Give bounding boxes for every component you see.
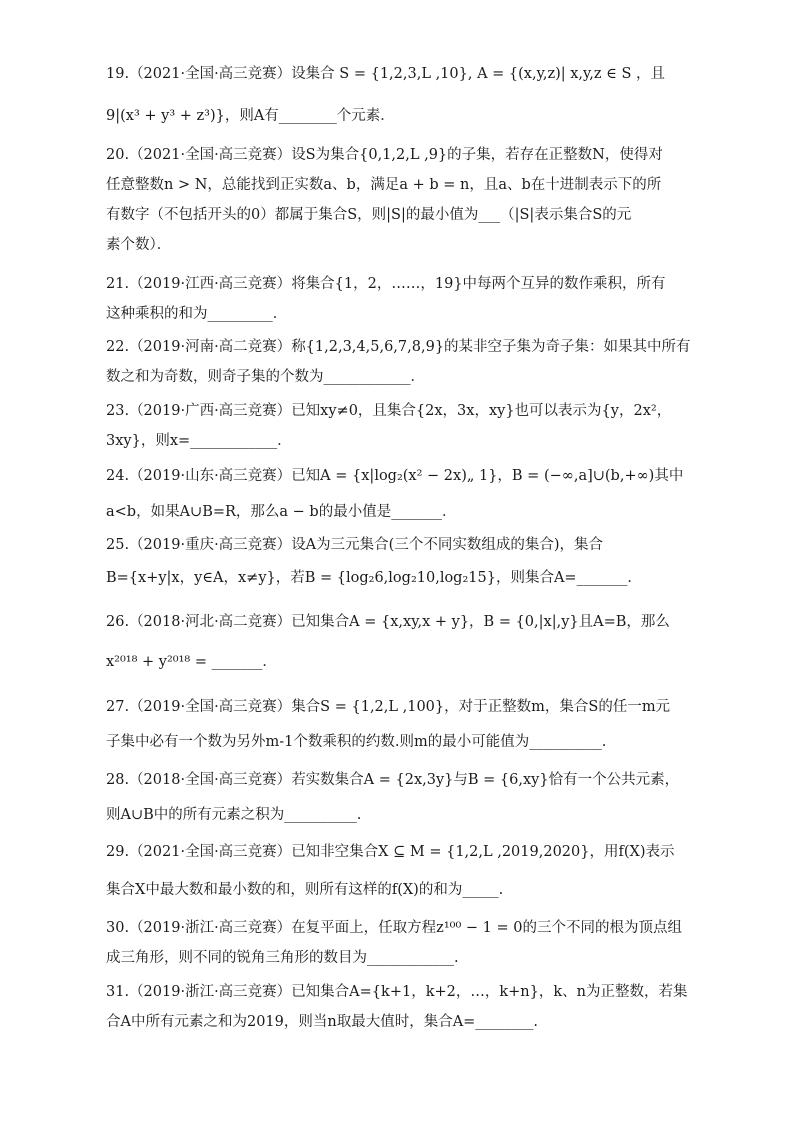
problem-text: 集合S = {1,2,L ,100}，对于正整数m，集合S的任一m元 — [291, 699, 671, 715]
problem-text: 设集合 S = {1,2,3,L ,10}, A = {(x,y,z)| x,y,z ∈ S ，且 — [291, 66, 666, 82]
problem-text: 设A为三元集合(三个不同实数组成的集合)，集合 — [291, 537, 603, 553]
problem-number: 30. — [106, 920, 130, 936]
problem-line: 这种乘积的和为_________． — [106, 306, 288, 322]
problem-number: 26. — [106, 614, 130, 630]
problem-line: 数之和为奇数，则奇子集的个数为____________． — [106, 369, 425, 385]
problem-line: x²⁰¹⁸ + y²⁰¹⁸ = _______． — [106, 654, 277, 670]
problem-source: （2019·全国·高三竞赛） — [129, 699, 292, 715]
problem-number: 23. — [106, 403, 130, 419]
problem-text: 已知A = {x|log₂(x² − 2x)„ 1}，B = (−∞,a]∪(b,+∞)其中 — [291, 468, 684, 484]
problem-line — [106, 612, 670, 632]
problem-source: （2021·全国·高三竞赛） — [129, 66, 292, 82]
problem-line: 9|(x³ + y³ + z³)}，则A有________个元素． — [106, 108, 395, 124]
problem-number: 21. — [106, 276, 130, 292]
problem-number: 22. — [106, 339, 130, 355]
problem-line — [106, 697, 670, 717]
problem-source: （2018·全国·高三竞赛） — [129, 772, 292, 788]
problem-number: 29. — [106, 844, 130, 860]
problem-line: 有数字（不包括开头的0）都属于集合S，则|S|的最小值为___（|S|表示集合S的元 — [106, 207, 632, 223]
problem-line — [106, 401, 671, 421]
problem-text: 已知非空集合X ⊆ M = {1,2,L ,2019,2020}，用f(X)表示 — [291, 844, 675, 860]
problem-number: 25. — [106, 537, 130, 553]
problem-text: 若实数集合A = {2x,3y}与B = {6,xy}恰有一个公共元素， — [291, 772, 680, 788]
problem-source: （2021·全国·高三竞赛） — [129, 844, 292, 860]
problem-source: （2019·浙江·高三竞赛） — [129, 920, 292, 936]
problem-text: 已知xy≠0，且集合{2x，3x，xy}也可以表示为{y，2x²， — [291, 403, 672, 419]
problem-number: 20. — [106, 147, 130, 163]
problem-source: （2019·江西·高三竞赛） — [129, 276, 292, 292]
problem-text: 设S为集合{0,1,2,L ,9}的子集，若存在正整数N，使得对 — [291, 147, 663, 163]
problem-source: （2019·山东·高三竞赛） — [129, 468, 292, 484]
problem-line: 则A∪B中的所有元素之积为__________. — [106, 807, 362, 823]
problem-line: 任意整数n > N，总能找到正实数a、b，满足a + b = n，且a、b在十进制表示下的所 — [106, 177, 662, 193]
problem-line: B={x+y|x，y∈A，x≠y}，若B = {log₂6,log₂10,log₂15}，则集合A=_______． — [106, 570, 642, 586]
problem-line — [106, 337, 691, 357]
problem-line — [106, 982, 687, 1002]
problem-line: 3xy}，则x=____________． — [106, 433, 292, 449]
problem-text: 将集合{1，2，……，19}中每两个互异的数作乘积，所有 — [291, 276, 666, 292]
problem-line: a<b，如果A∪B=R，那么a − b的最小值是_______． — [106, 504, 457, 520]
problem-text: 在复平面上，任取方程z¹⁰⁰ − 1 = 0的三个不同的根为顶点组 — [291, 920, 682, 936]
problem-line: 集合X中最大数和最小数的和，则所有这样的f(X)的和为_____. — [106, 882, 504, 898]
problem-number: 28. — [106, 772, 130, 788]
problem-line — [106, 535, 603, 555]
problem-source: （2018·河北·高二竞赛） — [129, 614, 292, 630]
problem-line — [106, 145, 663, 165]
problem-line — [106, 918, 682, 938]
problem-number: 24. — [106, 468, 130, 484]
problem-line — [106, 770, 679, 790]
problem-source: （2019·重庆·高三竞赛） — [129, 537, 292, 553]
problem-number: 31. — [106, 984, 130, 1000]
problem-line: 素个数）． — [106, 237, 172, 253]
problem-source: （2019·浙江·高三竞赛） — [129, 984, 292, 1000]
problem-number: 19. — [106, 66, 130, 82]
problem-text: 称{1,2,3,4,5,6,7,8,9}的某非空子集为奇子集：如果其中所有 — [291, 339, 691, 355]
problem-source: （2019·河南·高二竞赛） — [129, 339, 292, 355]
problem-text: 已知集合A={k+1，k+2，…，k+n}，k、n为正整数，若集 — [291, 984, 688, 1000]
problem-line — [106, 466, 683, 486]
problem-source: （2019·广西·高三竞赛） — [129, 403, 292, 419]
problem-line: 子集中必有一个数为另外m-1个数乘积的约数.则m的最小可能值为__________. — [106, 734, 607, 750]
problem-text: 已知集合A = {x,xy,x + y}，B = {0,|x|,y}且A=B，那么 — [291, 614, 670, 630]
problem-line — [106, 274, 666, 294]
problem-line: 合A中所有元素之和为2019，则当n取最大值时，集合A=________. — [106, 1014, 538, 1030]
problem-number: 27. — [106, 699, 130, 715]
problem-line — [106, 64, 665, 84]
problem-line: 成三角形，则不同的锐角三角形的数目为____________. — [106, 950, 459, 966]
problem-line — [106, 842, 674, 862]
problem-source: （2021·全国·高三竞赛） — [129, 147, 292, 163]
